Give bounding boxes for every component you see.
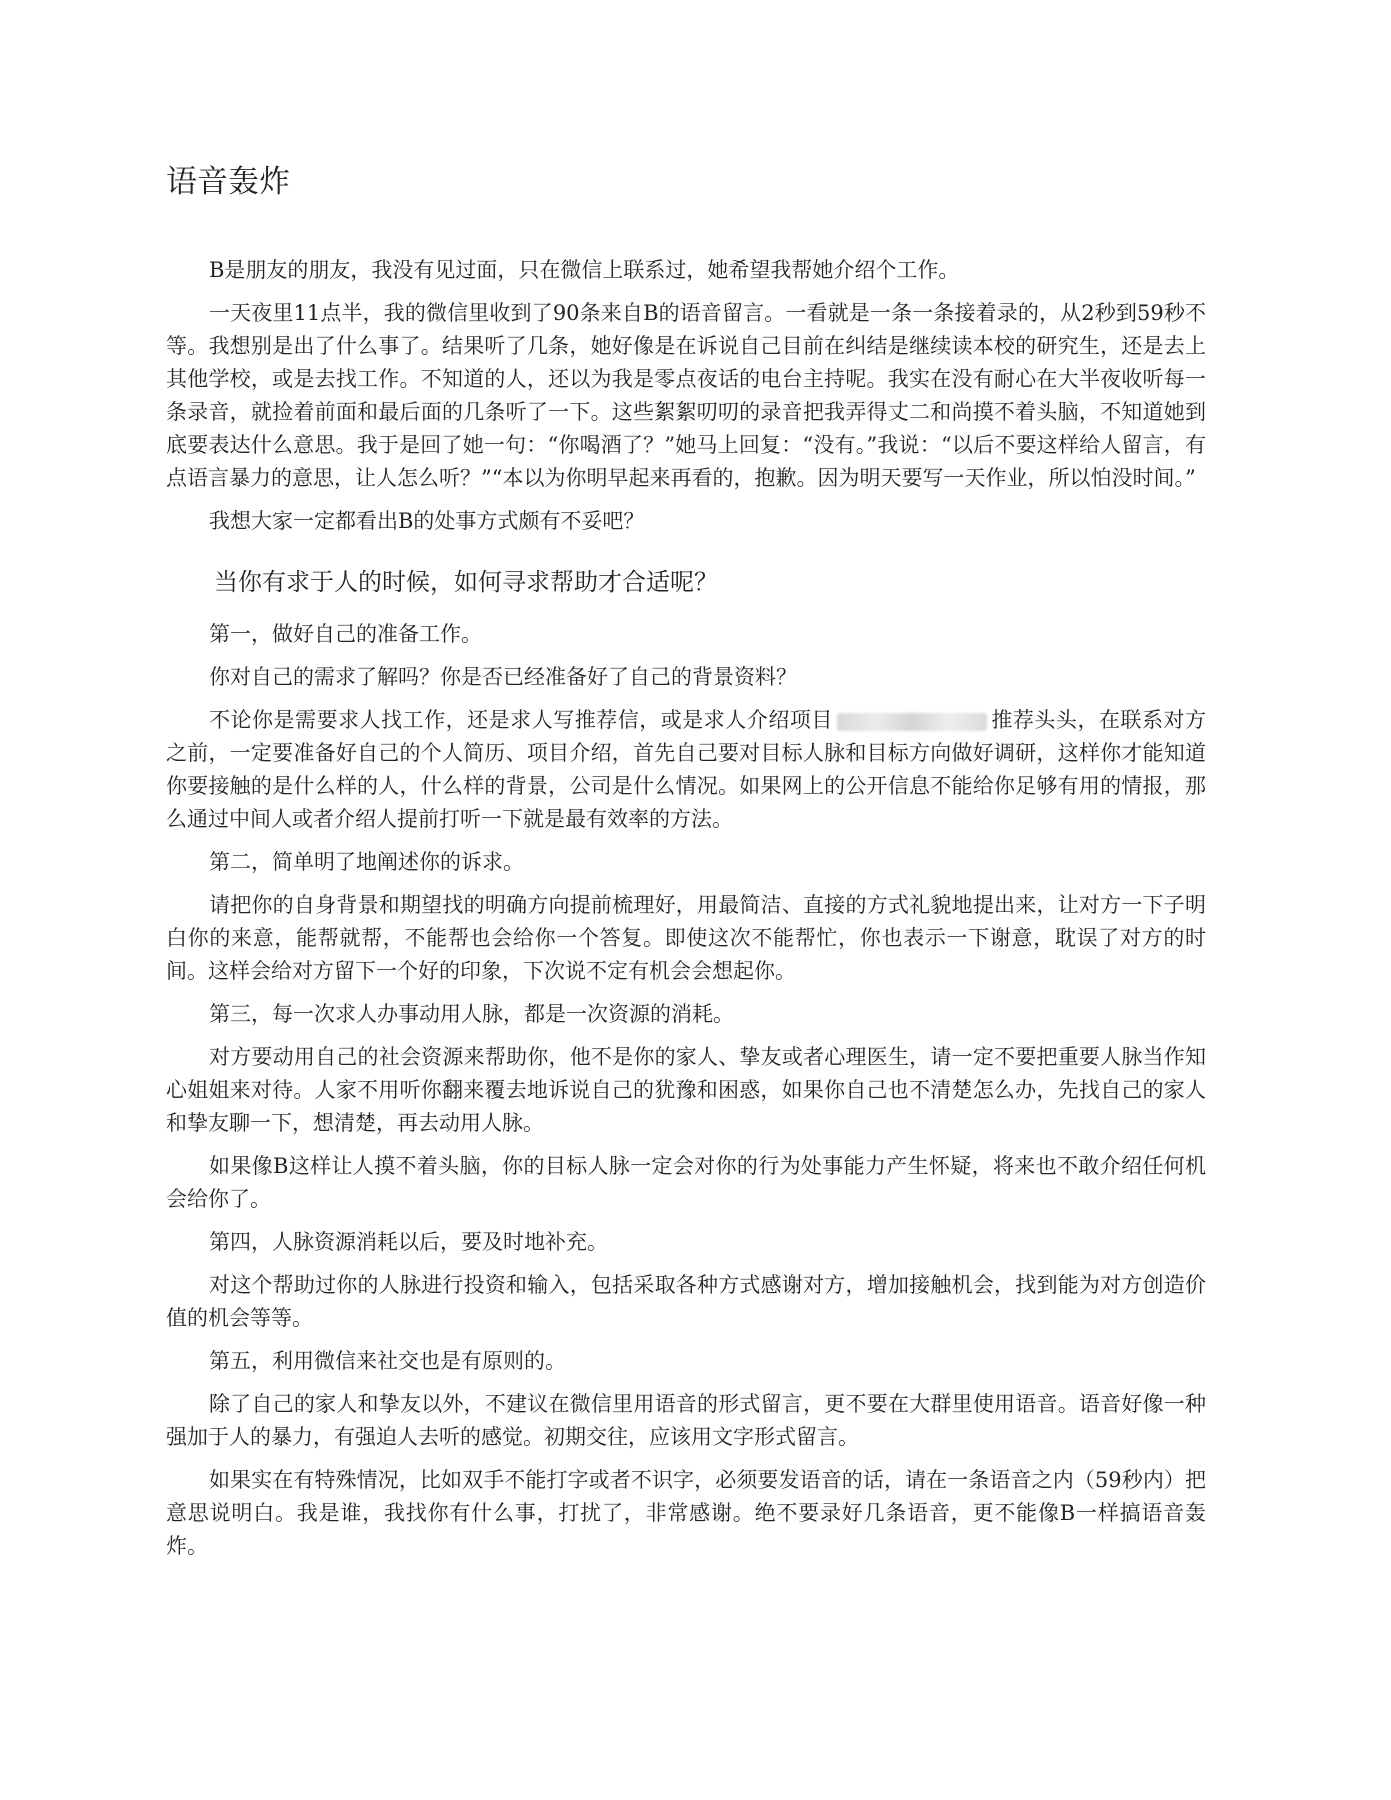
point-1-title: 第一，做好自己的准备工作。 [209, 622, 482, 646]
section-heading: 当你有求于人的时候，如何寻求帮助才合适呢？ [214, 568, 718, 596]
point-3-body-2: 如果像B这样让人摸不着头脑，你的目标人脉一定会对你的行为处事能力产生怀疑，将来也不敢介绍任何机会给你了。 [166, 1154, 1206, 1211]
paragraph-story: 一天夜里11点半，我的微信里收到了90条来自B的语音留言。一看就是一条一条接着录的，从2秒到59秒不等。我想别是出了什么事了。结果听了几条，她好像是在诉说自己目前在纠结是继续读本校的研究生，还是去上其他学校，或是去找工作。不知道的人，还以为我是零点夜话的电台主持呢。我实在没有耐心在大半夜收听每一条录音，就捡着前面和最后面的几条听了一下。这些絮絮叨叨的录音把我弄得丈二和尚摸不着头脑，不知道她到底要表达什么意思。我于是回了她一句：“你喝酒了？”她马上回复：“没有。”我说：“以后不要这样给人留言，有点语言暴力的意思，让人怎么听？”“本以为你明早起来再看的，抱歉。因为明天要写一天作业，所以怕没时间。” [166, 301, 1206, 490]
point-5-body-1: 除了自己的家人和挚友以外，不建议在微信里用语音的形式留言，更不要在大群里使用语音。语音好像一种强加于人的暴力，有强迫人去听的感觉。初期交往，应该用文字形式留言。 [166, 1392, 1206, 1449]
point-5-body-2: 如果实在有特殊情况，比如双手不能打字或者不识字，必须要发语音的话，请在一条语音之内（59秒内）把意思说明白。我是谁，我找你有什么事，打扰了，非常感谢。绝不要录好几条语音，更不能像B一样搞语音轰炸。 [166, 1468, 1206, 1558]
point-4-title: 第四，人脉资源消耗以后，要及时地补充。 [209, 1230, 608, 1254]
point-1-body-start: 不论你是需要求人找工作，还是求人写推荐信，或是求人介绍项目 [209, 708, 833, 732]
point-1-body [166, 704, 1206, 836]
point-1-body-end: 推荐头头，在联系对方之前，一定要准备好自己的个人简历、项目介绍，首先自己要对目标人脉和目标方向做好调研，这样你才能知道你要接触的是什么样的人，什么样的背景，公司是什么情况。如果网上的公开信息不能给你足够有用的情报，那么通过中间人或者介绍人提前打听一下就是最有效率的方法。 [166, 708, 1207, 831]
paragraph-intro: B是朋友的朋友，我没有见过面，只在微信上联系过，她希望我帮她介绍个工作。 [209, 258, 960, 282]
point-2-body: 请把你的自身背景和期望找的明确方向提前梳理好，用最简洁、直接的方式礼貌地提出来，让对方一下子明白你的来意，能帮就帮，不能帮也会给你一个答复。即使这次不能帮忙，你也表示一下谢意，耽误了对方的时间。这样会给对方留下一个好的印象，下次说不定有机会会想起你。 [166, 893, 1206, 983]
paragraph-question: 我想大家一定都看出B的处事方式颇有不妥吧？ [209, 509, 645, 533]
point-4-body: 对这个帮助过你的人脉进行投资和输入，包括采取各种方式感谢对方，增加接触机会，找到能为对方创造价值的机会等等。 [166, 1273, 1206, 1330]
document-title: 语音轰炸 [166, 164, 290, 200]
point-5-title: 第五，利用微信来社交也是有原则的。 [209, 1349, 566, 1373]
point-3-title: 第三，每一次求人办事动用人脉，都是一次资源的消耗。 [209, 1002, 734, 1026]
document-page [166, 160, 1206, 1573]
point-2-title: 第二，简单明了地阐述你的诉求。 [209, 850, 524, 874]
point-3-body-1: 对方要动用自己的社会资源来帮助你，他不是你的家人、挚友或者心理医生，请一定不要把重要人脉当作知心姐姐来对待。人家不用听你翻来覆去地诉说自己的犹豫和困惑，如果你自己也不清楚怎么办，先找自己的家人和挚友聊一下，想清楚，再去动用人脉。 [166, 1045, 1206, 1135]
point-1-question: 你对自己的需求了解吗？你是否已经准备好了自己的背景资料？ [209, 665, 797, 689]
blurred-watermark [837, 713, 987, 731]
